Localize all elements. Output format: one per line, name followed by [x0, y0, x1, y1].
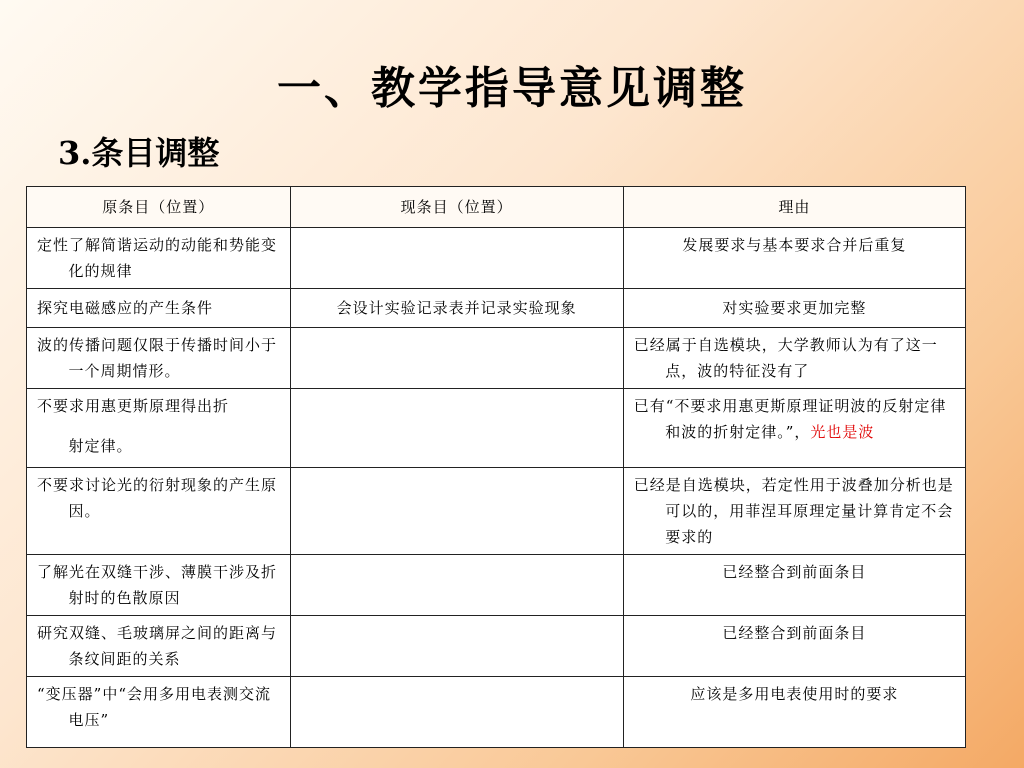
header-reason: 理由	[623, 187, 965, 228]
table-row	[27, 468, 966, 555]
cell-original: 波的传播问题仅限于传播时间小于一个周期情形。	[27, 328, 291, 389]
cell-reason	[623, 389, 965, 468]
cell-reason: 发展要求与基本要求合并后重复	[623, 228, 965, 289]
cell-reason: 已经是自选模块，若定性用于波叠加分析也是可以的，用菲涅耳原理定量计算肯定不会要求的	[623, 468, 965, 555]
cell-current	[290, 389, 623, 468]
cell-current: 会设计实验记录表并记录实验现象	[290, 289, 623, 328]
cell-reason: 已经整合到前面条目	[623, 616, 965, 677]
cell-original-line1: 不要求用惠更斯原理得出折	[37, 397, 230, 415]
table-row	[27, 677, 966, 748]
cell-current	[290, 328, 623, 389]
adjustment-table	[26, 186, 966, 748]
cell-current	[290, 468, 623, 555]
slide-title: 一、教学指导意见调整	[277, 63, 747, 114]
cell-reason: 应该是多用电表使用时的要求	[623, 677, 965, 748]
cell-current	[290, 555, 623, 616]
section-subtitle: 3.条目调整	[58, 134, 220, 172]
cell-reason: 对实验要求更加完整	[623, 289, 965, 328]
cell-reason: 已经整合到前面条目	[623, 555, 965, 616]
table-row	[27, 555, 966, 616]
cell-reason-highlight: 光也是波	[810, 423, 875, 441]
header-original: 原条目（位置）	[27, 187, 291, 228]
table-row	[27, 328, 966, 389]
cell-original: “变压器”中“会用多用电表测交流电压”	[27, 677, 291, 748]
header-current: 现条目（位置）	[290, 187, 623, 228]
cell-original: 研究双缝、毛玻璃屏之间的距离与条纹间距的关系	[27, 616, 291, 677]
cell-current	[290, 616, 623, 677]
table-row	[27, 228, 966, 289]
cell-reason-text: 已有“不要求用惠更斯原理证明波的反射定律和波的折射定律。”，	[633, 397, 947, 441]
cell-original: 探究电磁感应的产生条件	[27, 289, 291, 328]
cell-original: 定性了解简谐运动的动能和势能变化的规律	[27, 228, 291, 289]
cell-original-line2: 射定律。	[68, 437, 133, 455]
cell-current	[290, 228, 623, 289]
cell-original: 了解光在双缝干涉、薄膜干涉及折射时的色散原因	[27, 555, 291, 616]
cell-original: 不要求讨论光的衍射现象的产生原因。	[27, 468, 291, 555]
table-row	[27, 389, 966, 468]
cell-reason: 已经属于自选模块，大学教师认为有了这一点，波的特征没有了	[623, 328, 965, 389]
table-header-row	[27, 187, 966, 228]
cell-original	[27, 389, 291, 468]
cell-current	[290, 677, 623, 748]
table-row	[27, 616, 966, 677]
table-row	[27, 289, 966, 328]
